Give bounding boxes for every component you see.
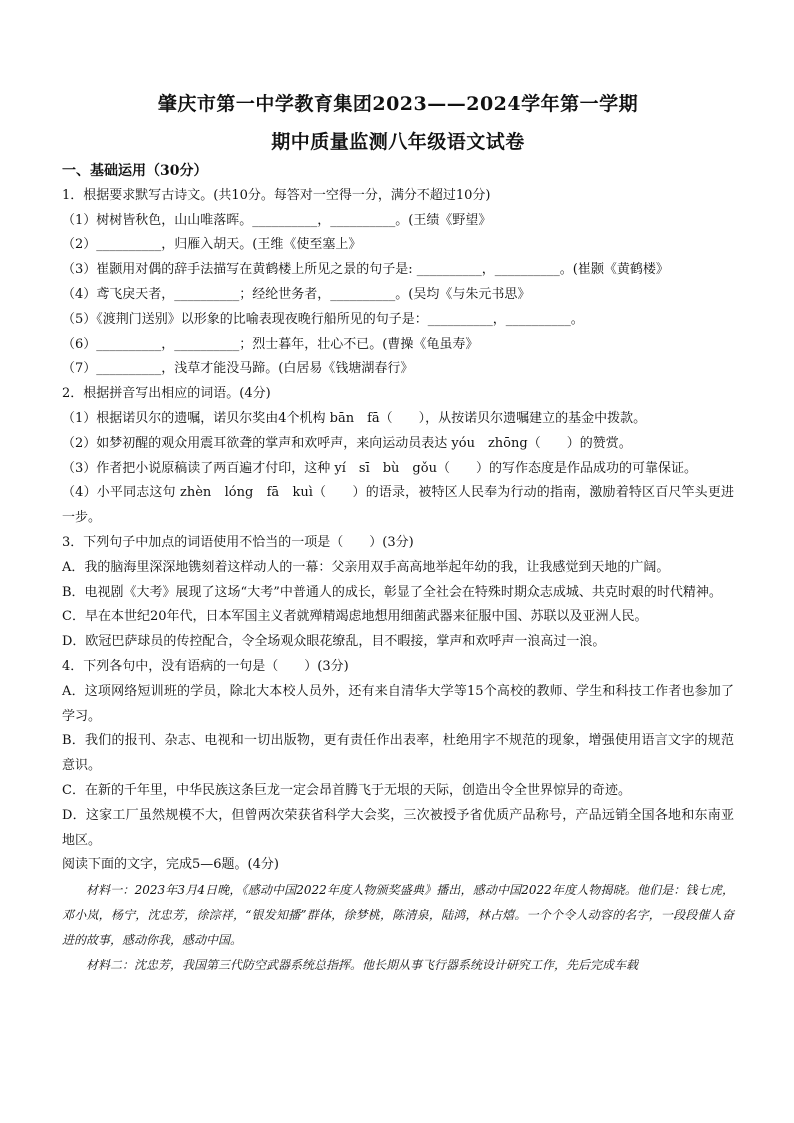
question-3-option-b: B．电视剧《大考》展现了这场“大考”中普通人的成长，彰显了全社会在特殊时期众志成城、共克时艰的时代精神。 (62, 584, 722, 600)
question-3-option-a: A．我的脑海里深深地镌刻着这样动人的一幕：父亲用双手高高地举起年幼的我，让我感觉到天地的广阔。 (62, 559, 670, 575)
exam-title-line1: 肇庆市第一中学教育集团2023——2024学年第一学期 (157, 93, 639, 115)
section-heading-basics: 一、基础运用（30分） (62, 163, 208, 179)
question-1 (62, 184, 734, 382)
question-4-stem: 4．下列各句中，没有语病的一句是（ ）(3分) (62, 658, 349, 674)
question-4-option-b: B．我们的报刊、杂志、电视和一切出版物，更有责任作出表率，杜绝用字不规范的现象，增强使用语言文字的规范意识。 (62, 733, 734, 774)
question-3-option-c: C．早在本世纪20年代，日本军国主义者就殚精竭虑地想用细菌武器来征服中国、苏联以及亚洲人民。 (62, 609, 648, 625)
question-2-item-4: （4）小平同志这句 zhèn lóng fā kuì（ ）的语录，被特区人民奉为行动的指南，激励着特区百尺竿头更进一步。 (62, 485, 734, 526)
reading-material-1: 材料一：2023年3月4日晚，《感动中国2022年度人物颁奖盛典》播出，感动中国2022年度人物揭晓。他们是：钱七虎，邓小岚，杨宁，沈忠芳，徐淙祥，“银发知播”群体，徐梦桃，陈清泉，陆鸿，林占熺。一个个令人动容的名字，一段段催人奋进的故事，感动你我，感动中国。 (62, 883, 734, 947)
question-3-stem: 3．下列句子中加点的词语使用不恰当的一项是（ ）(3分) (62, 534, 414, 550)
question-4-option-c: C．在新的千年里，中华民族这条巨龙一定会昂首腾飞于无垠的天际，创造出令全世界惊异的奇迹。 (62, 782, 631, 798)
question-1-stem: 1．根据要求默写古诗文。(共10分。每答对一空得一分，满分不超过10分) (62, 187, 491, 203)
question-2-item-3: （3）作者把小说原稿读了两百遍才付印，这种 yí sī bù gǒu（ ）的写作态度是作品成功的可靠保证。 (62, 460, 697, 476)
question-4 (62, 655, 734, 853)
question-1-item-4: （4）鸢飞戾天者，__________；经纶世务者，__________。(吴均《与朱元书思》 (62, 286, 531, 302)
question-1-item-2: （2）__________，归雁入胡天。(王维《使至塞上》 (62, 237, 362, 253)
reading-material-2: 材料二：沈忠芳，我国第三代防空武器系统总指挥。他长期从事飞行器系统设计研究工作，先后完成车载 (86, 957, 639, 972)
exam-title-line2: 期中质量监测八年级语文试卷 (271, 131, 525, 153)
question-1-item-7: （7）__________，浅草才能没马蹄。(白居易《钱塘湖春行》 (62, 361, 414, 377)
question-1-item-3: （3）崔颢用对偶的辞手法描写在黄鹤楼上所见之景的句子是: __________，__________。(崔颢《黄鹤楼》 (62, 262, 669, 278)
reading-intro: 阅读下面的文字，完成5—6题。(4分) (62, 857, 279, 873)
question-1-item-6: （6）__________，__________；烈士暮年，壮心不已。(曹操《龟虽寿》 (62, 336, 479, 352)
question-2 (62, 382, 734, 531)
question-1-item-1: （1）树树皆秋色，山山唯落晖。__________，__________。(王绩《野望》 (62, 212, 492, 228)
question-2-stem: 2．根据拼音写出相应的词语。(4分) (62, 386, 271, 402)
question-2-item-1: （1）根据诺贝尔的遗嘱，诺贝尔奖由4个机构 bān fā（ ），从按诺贝尔遗嘱建立的基金中拨款。 (62, 410, 647, 426)
question-2-item-2: （2）如梦初醒的观众用震耳欲聋的掌声和欢呼声，来向运动员表达 yóu zhōng（ ）的赞赏。 (62, 435, 632, 451)
question-4-option-a: A．这项网络短训班的学员，除北大本校人员外，还有来自清华大学等15个高校的教师、学生和科技工作者也参加了学习。 (62, 683, 734, 724)
reading-section (62, 853, 734, 977)
question-1-item-5: （5）《渡荆门送别》以形象的比喻表现夜晚行船所见的句子是：__________，__________。 (62, 311, 584, 327)
question-3-option-d: D．欧冠巴萨球员的传控配合，令全场观众眼花缭乱，目不暇接，掌声和欢呼声一浪高过一浪。 (62, 634, 606, 650)
question-4-option-d: D．这家工厂虽然规模不大，但曾两次荣获省科学大会奖，三次被授予省优质产品称号，产品远销全国各地和东南亚地区。 (62, 807, 734, 848)
question-3 (62, 531, 734, 655)
exam-page (62, 92, 734, 977)
